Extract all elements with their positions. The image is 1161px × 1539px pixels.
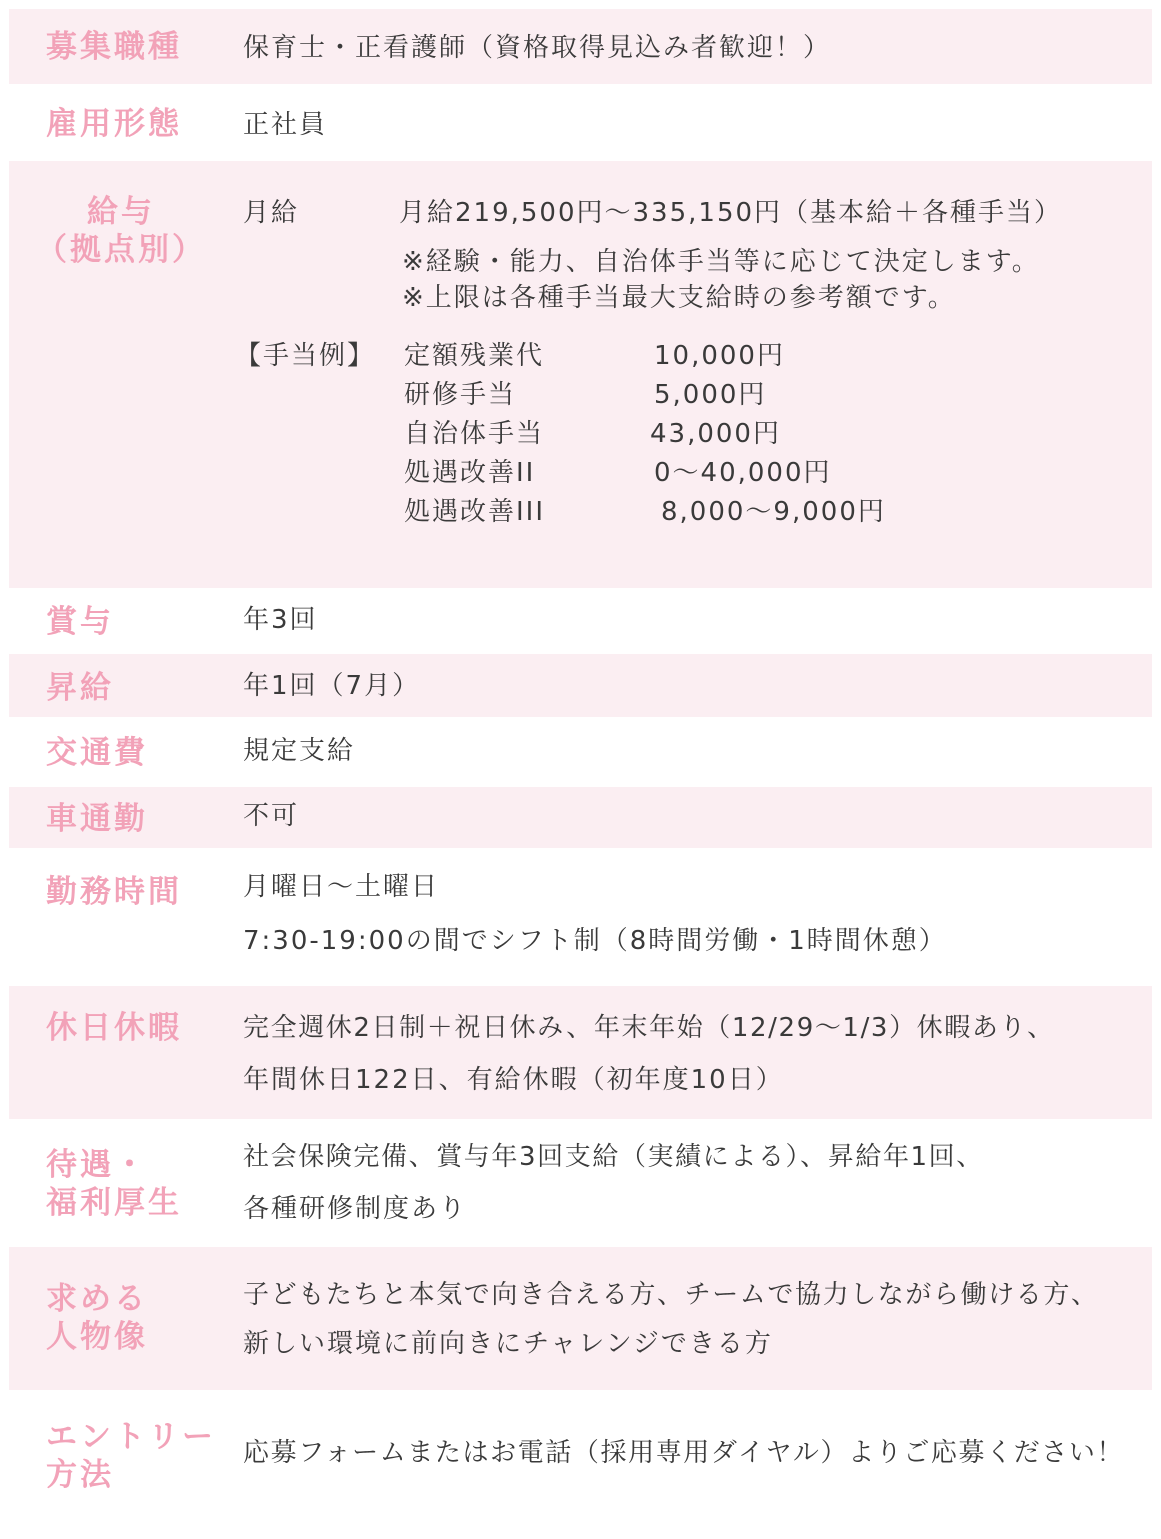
row-ideal (9, 1247, 1152, 1390)
allowance-amount: 43,000円 (650, 419, 781, 449)
allowance-label: 【手当例】 (235, 341, 376, 371)
row-bonus (9, 588, 1152, 654)
row-entry (9, 1390, 1152, 1539)
holidays-label: 休日休暇 (46, 1010, 182, 1046)
allowance-amount: 10,000円 (654, 341, 785, 371)
car-value: 不可 (243, 801, 300, 831)
row-transport (9, 717, 1152, 787)
row-employment (9, 84, 1152, 161)
bonus-label: 賞与 (46, 604, 114, 640)
hours-line-2: 7:30-19:00の間でシフト制（8時間労働・1時間休憩） (243, 926, 947, 956)
benefits-label: 待遇・ 福利厚生 (46, 1147, 182, 1221)
allowance-name: 処遇改善II (404, 458, 536, 488)
transport-label: 交通費 (46, 735, 148, 771)
raise-label: 昇給 (46, 670, 114, 706)
benefits-line-2: 各種研修制度あり (243, 1194, 468, 1224)
job-value: 保育士・正看護師（資格取得見込み者歓迎！） (243, 33, 832, 63)
allowance-amount: 5,000円 (654, 380, 767, 410)
allowance-name: 研修手当 (404, 380, 517, 410)
employment-label: 雇用形態 (46, 106, 182, 142)
ideal-line-2: 新しい環境に前向きにチャレンジできる方 (243, 1329, 773, 1359)
allowance-name: 自治体手当 (404, 419, 545, 449)
row-car (9, 787, 1152, 848)
row-job (9, 9, 1152, 84)
row-raise (9, 654, 1152, 717)
allowance-amount: 8,000〜9,000円 (661, 497, 886, 527)
salary-monthly-value: 月給219,500円〜335,150円（基本給＋各種手当） (399, 198, 1063, 228)
salary-note-2: ※上限は各種手当最大支給時の参考額です。 (402, 283, 956, 313)
allowance-amount: 0〜40,000円 (654, 458, 832, 488)
car-label: 車通勤 (46, 801, 148, 837)
transport-value: 規定支給 (243, 736, 356, 766)
allowance-name: 定額残業代 (404, 341, 545, 371)
salary-note-1: ※経験・能力、自治体手当等に応じて決定します。 (402, 247, 1040, 277)
benefits-line-1: 社会保険完備、賞与年3回支給（実績による）、昇給年1回、 (243, 1142, 984, 1172)
row-benefits (9, 1119, 1152, 1247)
holidays-line-2: 年間休日122日、有給休暇（初年度10日） (243, 1065, 784, 1095)
ideal-label: 求める 人物像 (46, 1281, 148, 1355)
entry-value: 応募フォームまたはお電話（採用専用ダイヤル）よりご応募ください！ (243, 1438, 1125, 1468)
bonus-value: 年3回 (243, 605, 318, 635)
hours-line-1: 月曜日〜土曜日 (243, 872, 440, 902)
raise-value: 年1回（7月） (243, 671, 421, 701)
holidays-line-1: 完全週休2日制＋祝日休み、年末年始（12/29〜1/3）休暇あり、 (243, 1013, 1055, 1043)
salary-label: 給与 （拠点別） (36, 194, 206, 268)
ideal-line-1: 子どもたちと本気で向き合える方、チームで協力しながら働ける方、 (243, 1280, 1099, 1310)
entry-label: エントリー 方法 (46, 1419, 216, 1493)
allowance-name: 処遇改善III (404, 497, 546, 527)
hours-label: 勤務時間 (46, 874, 182, 910)
job-label: 募集職種 (46, 29, 182, 65)
employment-value: 正社員 (243, 110, 328, 140)
row-hours (9, 848, 1152, 986)
row-holidays (9, 986, 1152, 1119)
row-salary (9, 161, 1152, 588)
salary-monthly-label: 月給 (243, 198, 300, 228)
